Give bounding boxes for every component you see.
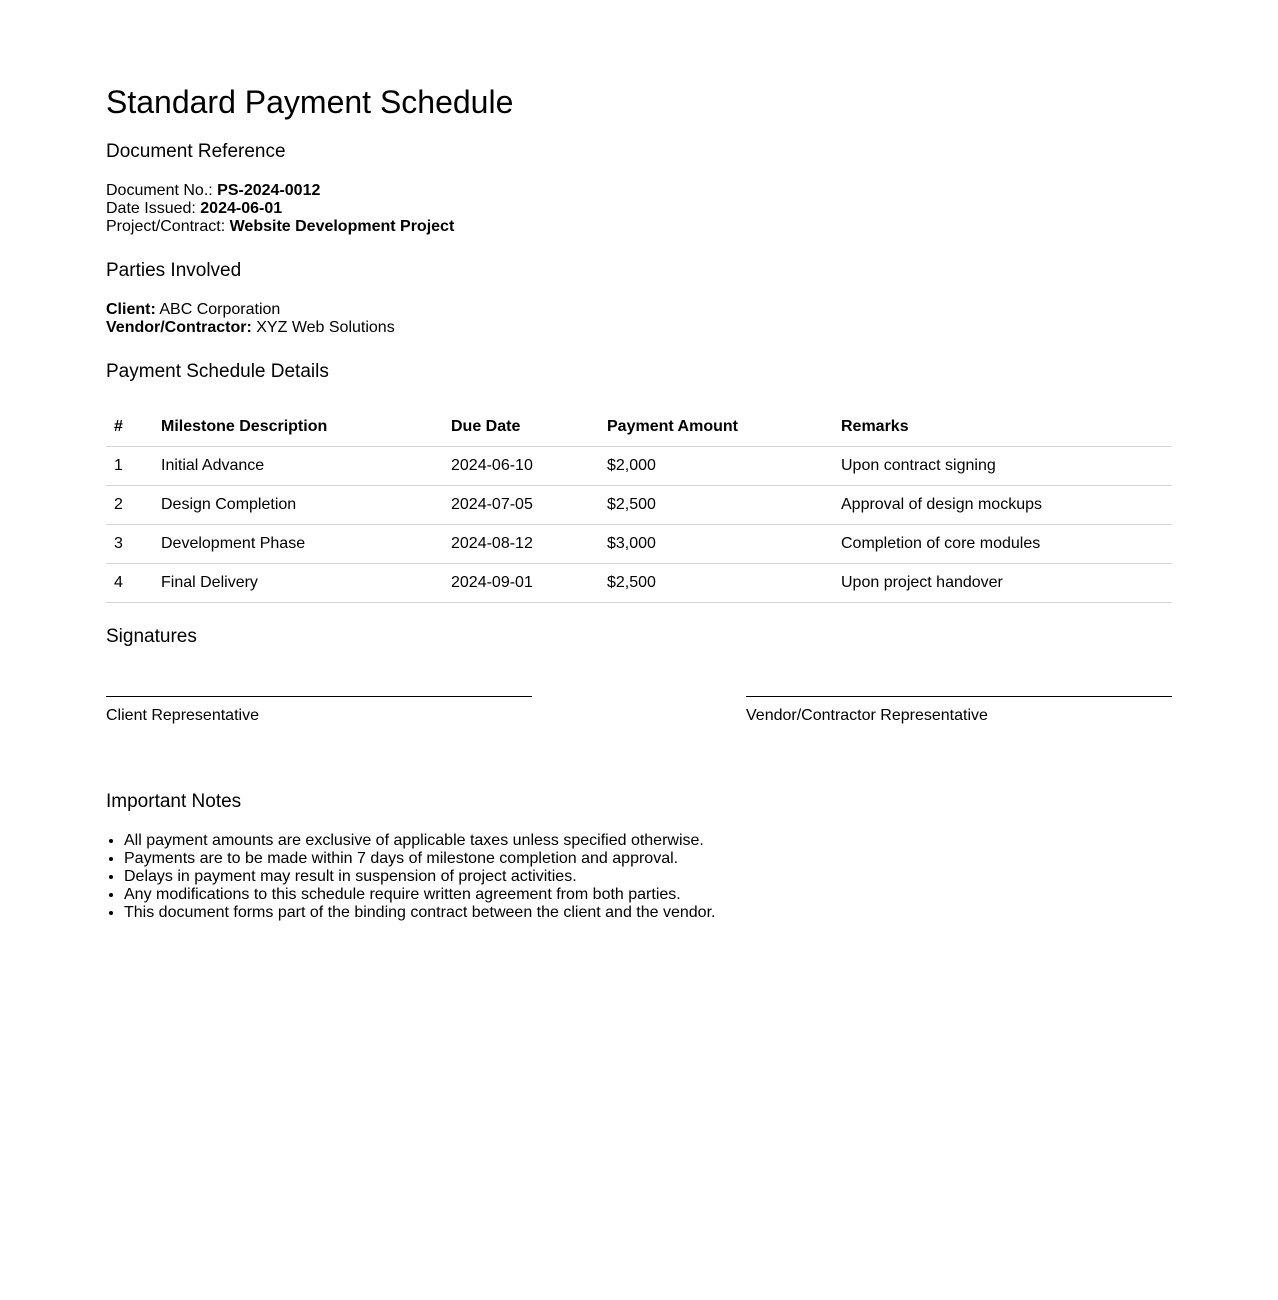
- column-header-remarks: Remarks: [833, 407, 1172, 447]
- client-signature-block: [106, 696, 532, 725]
- vendor-signature-block: [746, 696, 1172, 725]
- client-line: [106, 301, 395, 319]
- cell-payment-amount: $2,500: [599, 564, 833, 603]
- project-contract-value: Website Development Project: [229, 218, 455, 235]
- cell-milestone: Design Completion: [153, 486, 443, 525]
- client-label: Client:: [106, 301, 156, 318]
- cell-milestone: Development Phase: [153, 525, 443, 564]
- cell-payment-amount: $2,500: [599, 486, 833, 525]
- cell-number: 3: [106, 525, 153, 564]
- cell-milestone: Initial Advance: [153, 447, 443, 486]
- payment-schedule-table: [106, 407, 1172, 603]
- table-row: [106, 486, 1172, 525]
- cell-due-date: 2024-08-12: [443, 525, 599, 564]
- list-item: • Payments are to be made within 7 days of milestone completion and approval.: [124, 850, 715, 868]
- date-issued-value: 2024-06-01: [200, 200, 283, 217]
- vendor-signature-line: [746, 696, 1172, 697]
- cell-due-date: 2024-07-05: [443, 486, 599, 525]
- date-issued-label: Date Issued:: [106, 200, 196, 217]
- parties-heading: Parties Involved: [106, 260, 242, 281]
- vendor-value: XYZ Web Solutions: [256, 319, 395, 336]
- document-reference-block: [106, 182, 454, 236]
- vendor-signature-label: Vendor/Contractor Representative: [746, 707, 988, 724]
- cell-payment-amount: $3,000: [599, 525, 833, 564]
- client-value: ABC Corporation: [159, 301, 281, 318]
- list-item: • Any modifications to this schedule require written agreement from both parties.: [124, 886, 715, 904]
- list-item: • This document forms part of the binding contract between the client and the vendor.: [124, 904, 715, 922]
- vendor-line: [106, 319, 395, 337]
- document-number-line: [106, 182, 454, 200]
- project-contract-label: Project/Contract:: [106, 218, 226, 235]
- notes-list: [106, 832, 715, 922]
- column-header-payment-amount: Payment Amount: [599, 407, 833, 447]
- cell-number: 4: [106, 564, 153, 603]
- column-header-milestone: Milestone Description: [153, 407, 443, 447]
- document-number-label: Document No.:: [106, 182, 213, 199]
- parties-block: [106, 301, 395, 337]
- table-row: [106, 447, 1172, 486]
- document-number-value: PS-2024-0012: [217, 182, 321, 199]
- cell-due-date: 2024-06-10: [443, 447, 599, 486]
- client-signature-label: Client Representative: [106, 707, 259, 724]
- cell-remarks: Upon project handover: [833, 564, 1172, 603]
- signatures-heading: Signatures: [106, 626, 197, 647]
- cell-remarks: Completion of core modules: [833, 525, 1172, 564]
- date-issued-line: [106, 200, 454, 218]
- table-row: [106, 525, 1172, 564]
- cell-milestone: Final Delivery: [153, 564, 443, 603]
- vendor-label: Vendor/Contractor:: [106, 319, 252, 336]
- notes-heading: Important Notes: [106, 791, 242, 812]
- list-item: • All payment amounts are exclusive of applicable taxes unless specified otherwise.: [124, 832, 715, 850]
- project-contract-line: [106, 218, 454, 236]
- cell-remarks: Upon contract signing: [833, 447, 1172, 486]
- cell-number: 2: [106, 486, 153, 525]
- list-item: • Delays in payment may result in suspension of project activities.: [124, 868, 715, 886]
- client-signature-line: [106, 696, 532, 697]
- cell-due-date: 2024-09-01: [443, 564, 599, 603]
- column-header-due-date: Due Date: [443, 407, 599, 447]
- cell-payment-amount: $2,000: [599, 447, 833, 486]
- table-row: [106, 564, 1172, 603]
- cell-number: 1: [106, 447, 153, 486]
- cell-remarks: Approval of design mockups: [833, 486, 1172, 525]
- table-header-row: [106, 407, 1172, 447]
- schedule-heading: Payment Schedule Details: [106, 361, 329, 382]
- page-title: Standard Payment Schedule: [106, 84, 514, 120]
- column-header-number: #: [106, 407, 153, 447]
- document-reference-heading: Document Reference: [106, 141, 286, 162]
